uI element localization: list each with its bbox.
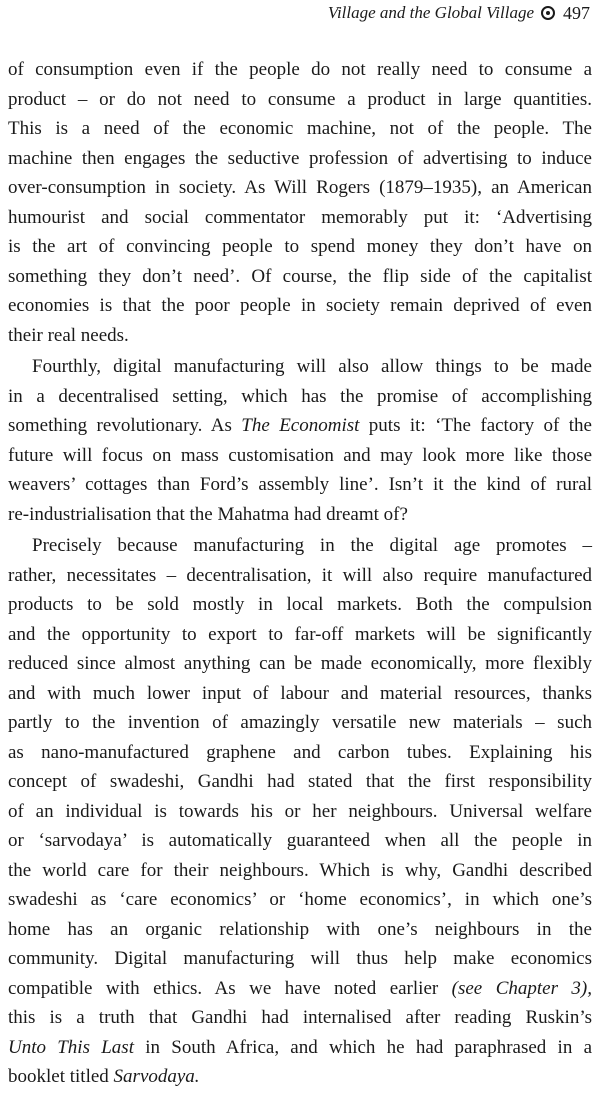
italic-segment: (see Chapter 3), <box>451 977 592 999</box>
text-line <box>8 262 592 292</box>
text-line <box>8 885 592 915</box>
text-segment: as nano-manufactured graphene and carbon tubes. Explaining his <box>8 741 592 763</box>
text-line <box>8 144 592 174</box>
text-segment: swadeshi as ‘care economics’ or ‘home economics’, in which one’s <box>8 889 592 910</box>
text-line <box>8 767 592 797</box>
text-line <box>8 470 592 500</box>
running-head <box>328 2 590 24</box>
text-segment: and with much lower input of labour and material resources, thanks <box>8 682 592 704</box>
text-segment: booklet titled <box>8 1066 114 1087</box>
italic-segment: Sarvodaya. <box>113 1066 200 1087</box>
text-line <box>8 203 592 233</box>
text-segment: is the art of convincing people to spend money they don’t have on <box>8 236 592 257</box>
text-segment: concept of swadeshi, Gandhi had stated that the first responsibility <box>8 771 592 792</box>
paragraph <box>8 55 592 350</box>
text-line <box>8 679 592 709</box>
paragraph <box>8 531 592 1092</box>
text-segment: weavers’ cottages than Ford’s assembly line’. Isn’t it the kind of rural <box>8 474 592 495</box>
text-segment: and the opportunity to export to far-off markets will be significantly <box>8 623 592 645</box>
text-segment: puts it: ‘The factory of the <box>359 415 592 436</box>
text-segment: Fourthly, digital manufacturing will also allow things to be made <box>32 356 592 377</box>
text-line <box>8 531 592 561</box>
text-segment: machine then engages the seductive profession of advertising to induce <box>8 147 592 169</box>
text-line <box>8 232 592 262</box>
text-segment: partly to the invention of amazingly versatile new materials – such <box>8 712 592 733</box>
text-line <box>8 382 592 412</box>
text-segment: product – or do not need to consume a product in large quantities. <box>8 88 592 110</box>
text-segment: the world care for their neighbours. Which is why, Gandhi described <box>8 859 592 881</box>
text-segment: re-industrialisation that the Mahatma had dreamt of? <box>8 503 408 525</box>
text-segment: rather, necessitates – decentralisation, it will also require manufactured <box>8 564 592 586</box>
text-line <box>8 352 592 382</box>
text-segment: over-consumption in society. As Will Rogers (1879–1935), an American <box>8 177 592 198</box>
text-segment: of consumption even if the people do not really need to consume a <box>8 59 592 80</box>
text-line <box>8 974 592 1004</box>
text-segment: community. Digital manufacturing will thus help make economics <box>8 948 592 969</box>
text-segment: something they don’t need’. Of course, the flip side of the capitalist <box>8 265 592 287</box>
text-line <box>8 291 592 321</box>
paragraph <box>8 352 592 529</box>
text-segment: Precisely because manufacturing in the digital age promotes – <box>32 535 592 556</box>
text-segment: of an individual is towards his or her neighbours. Universal welfare <box>8 800 592 822</box>
text-line <box>8 738 592 768</box>
text-line <box>8 173 592 203</box>
text-line <box>8 915 592 945</box>
body-text <box>8 55 592 1094</box>
text-segment: their real needs. <box>8 324 129 346</box>
text-line <box>8 708 592 738</box>
text-segment: compatible with ethics. As we have noted earlier <box>8 977 452 999</box>
text-segment: this is a truth that Gandhi had internalised after reading Ruskin’s <box>8 1007 592 1028</box>
circle-ornament-icon <box>541 6 555 20</box>
running-title: Village and the Global Village <box>327 3 534 22</box>
text-line <box>8 114 592 144</box>
text-segment: economies is that the poor people in society remain deprived of even <box>8 295 592 316</box>
text-line <box>8 1033 592 1063</box>
text-segment: This is a need of the economic machine, not of the people. The <box>8 118 592 139</box>
text-line <box>8 321 592 351</box>
text-segment: humourist and social commentator memorably put it: ‘Advertising <box>8 206 592 228</box>
text-line <box>8 590 592 620</box>
text-line <box>8 944 592 974</box>
text-line <box>8 620 592 650</box>
page-number: 497 <box>563 3 590 23</box>
text-segment: something revolutionary. As <box>8 415 242 436</box>
text-segment: reduced since almost anything can be made economically, more flexibly <box>8 653 592 674</box>
text-segment: in a decentralised setting, which has the promise of accomplishing <box>8 385 592 407</box>
text-line <box>8 500 592 530</box>
italic-segment: Unto This Last <box>8 1036 134 1058</box>
text-segment: in South Africa, and which he had paraphrased in a <box>133 1036 593 1058</box>
text-line <box>8 797 592 827</box>
text-line <box>8 649 592 679</box>
text-line <box>8 856 592 886</box>
text-line <box>8 55 592 85</box>
italic-segment: The Economist <box>241 415 360 436</box>
text-line <box>8 411 592 441</box>
text-segment: products to be sold mostly in local markets. Both the compulsion <box>8 594 592 615</box>
text-line <box>8 561 592 591</box>
text-line <box>8 441 592 471</box>
text-line <box>8 826 592 856</box>
text-line <box>8 1003 592 1033</box>
text-segment: or ‘sarvodaya’ is automatically guaranteed when all the people in <box>8 830 592 851</box>
text-line <box>8 85 592 115</box>
text-segment: home has an organic relationship with one’s neighbours in the <box>8 918 592 940</box>
text-line <box>8 1062 592 1092</box>
text-segment: future will focus on mass customisation and may look more like those <box>8 444 592 466</box>
